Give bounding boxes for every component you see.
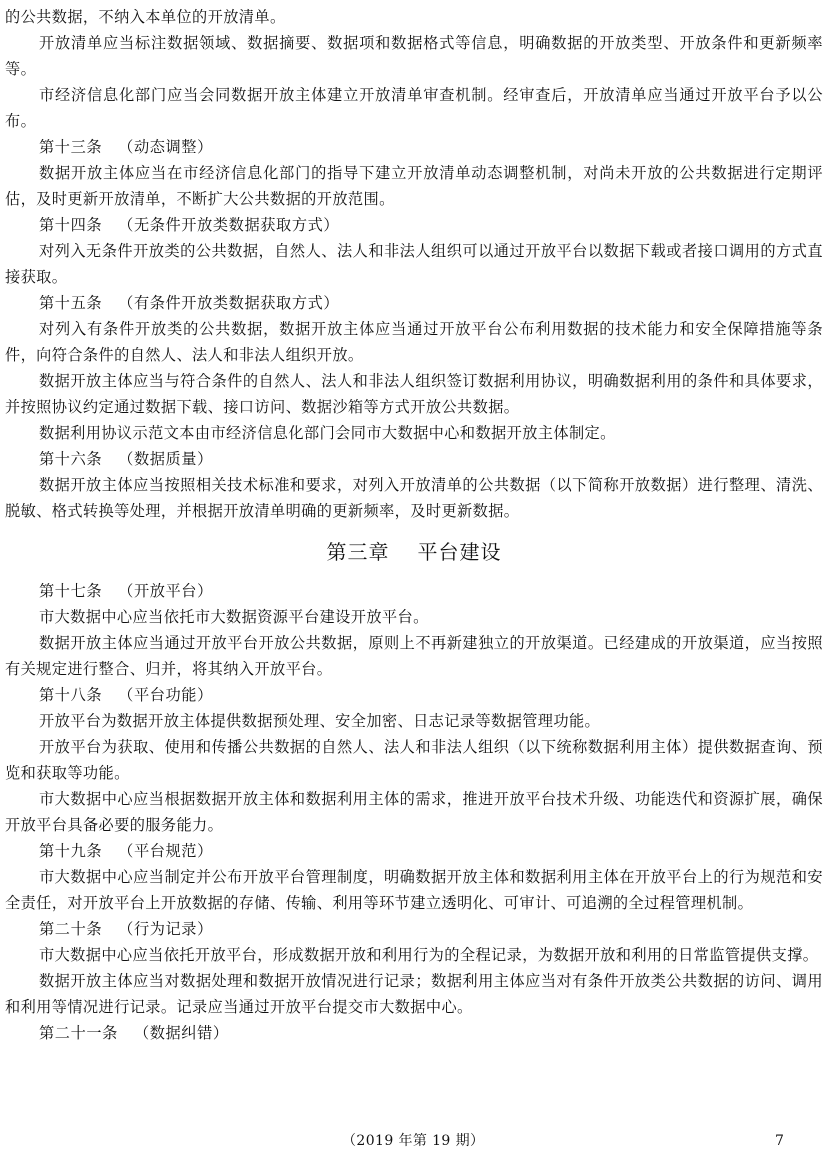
paragraph: 对列入无条件开放类的公共数据，自然人、法人和非法人组织可以通过开放平台以数据下载或者接口调用的方式直接获取。	[5, 242, 823, 286]
paragraph: 市大数据中心应当依托开放平台，形成数据开放和利用行为的全程记录，为数据开放和利用的日常监管提供支撑。	[39, 946, 819, 964]
article-number: 第十五条	[39, 294, 103, 312]
paragraph: 市大数据中心应当制定并公布开放平台管理制度，明确数据开放主体和数据利用主体在开放平台上的行为规范和安全责任，对开放平台上开放数据的存储、传输、利用等环节建立透明化、可审计、可追溯的全过程管理机制。	[5, 868, 823, 912]
chapter-title: 平台建设	[417, 540, 502, 564]
article-heading-15	[5, 290, 823, 316]
chapter-number: 第三章	[326, 540, 390, 564]
article-number: 第十八条	[39, 686, 103, 704]
article-title: （动态调整）	[118, 138, 213, 156]
paragraph: 开放清单应当标注数据领域、数据摘要、数据项和数据格式等信息，明确数据的开放类型、开放条件和更新频率等。	[5, 34, 823, 78]
document-body	[5, 4, 823, 1046]
article-title: （行为记录）	[118, 920, 213, 938]
article-heading-16	[5, 446, 823, 472]
chapter-heading	[5, 540, 823, 564]
paragraph: 市大数据中心应当根据数据开放主体和数据利用主体的需求，推进开放平台技术升级、功能迭代和资源扩展，确保开放平台具备必要的服务能力。	[5, 790, 823, 834]
article-heading-20	[5, 916, 823, 942]
paragraph: 数据开放主体应当对数据处理和数据开放情况进行记录；数据利用主体应当对有条件开放类公共数据的访问、调用和利用等情况进行记录。记录应当通过开放平台提交市大数据中心。	[5, 972, 823, 1016]
paragraph: 数据开放主体应当通过开放平台开放公共数据，原则上不再新建独立的开放渠道。已经建成的开放渠道，应当按照有关规定进行整合、归并，将其纳入开放平台。	[5, 634, 823, 678]
article-heading-21	[5, 1020, 823, 1046]
article-title: （数据纠错）	[133, 1024, 229, 1042]
paragraph: 对列入有条件开放类的公共数据，数据开放主体应当通过开放平台公布利用数据的技术能力和安全保障措施等条件，向符合条件的自然人、法人和非法人组织开放。	[5, 320, 823, 364]
paragraph: 数据利用协议示范文本由市经济信息化部门会同市大数据中心和数据开放主体制定。	[39, 424, 616, 442]
article-number: 第十四条	[39, 216, 103, 234]
paragraph: 市大数据中心应当依托市大数据资源平台建设开放平台。	[39, 608, 429, 626]
issue-label: （2019 年第 19 期）	[342, 1133, 485, 1149]
article-number: 第二十条	[39, 920, 103, 938]
page-number: 7	[775, 1133, 784, 1149]
article-number: 第十六条	[39, 450, 103, 468]
article-title: （平台规范）	[118, 842, 213, 860]
article-number: 第二十一条	[39, 1024, 118, 1042]
article-heading-13	[5, 134, 823, 160]
paragraph: 开放平台为数据开放主体提供数据预处理、安全加密、日志记录等数据管理功能。	[39, 712, 601, 730]
paragraph: 的公共数据，不纳入本单位的开放清单。	[5, 8, 286, 26]
article-heading-19	[5, 838, 823, 864]
paragraph: 市经济信息化部门应当会同数据开放主体建立开放清单审查机制。经审查后，开放清单应当通过开放平台予以公布。	[5, 86, 823, 130]
article-title: （有条件开放类数据获取方式）	[118, 294, 340, 312]
article-number: 第十七条	[39, 582, 103, 600]
article-heading-18	[5, 682, 823, 708]
article-title: （开放平台）	[118, 582, 213, 600]
article-heading-14	[5, 212, 823, 238]
paragraph: 数据开放主体应当与符合条件的自然人、法人和非法人组织签订数据利用协议，明确数据利用的条件和具体要求，并按照协议约定通过数据下载、接口访问、数据沙箱等方式开放公共数据。	[5, 372, 823, 416]
paragraph: 数据开放主体应当按照相关技术标准和要求，对列入开放清单的公共数据（以下简称开放数据）进行整理、清洗、脱敏、格式转换等处理，并根据开放清单明确的更新频率，及时更新数据。	[5, 476, 823, 520]
paragraph: 开放平台为获取、使用和传播公共数据的自然人、法人和非法人组织（以下统称数据利用主体）提供数据查询、预览和获取等功能。	[5, 738, 823, 782]
article-number: 第十九条	[39, 842, 103, 860]
paragraph: 数据开放主体应当在市经济信息化部门的指导下建立开放清单动态调整机制，对尚未开放的公共数据进行定期评估，及时更新开放清单，不断扩大公共数据的开放范围。	[5, 164, 823, 208]
article-heading-17	[5, 578, 823, 604]
article-number: 第十三条	[39, 138, 103, 156]
article-title: （平台功能）	[118, 686, 213, 704]
article-title: （数据质量）	[118, 450, 213, 468]
article-title: （无条件开放类数据获取方式）	[118, 216, 340, 234]
